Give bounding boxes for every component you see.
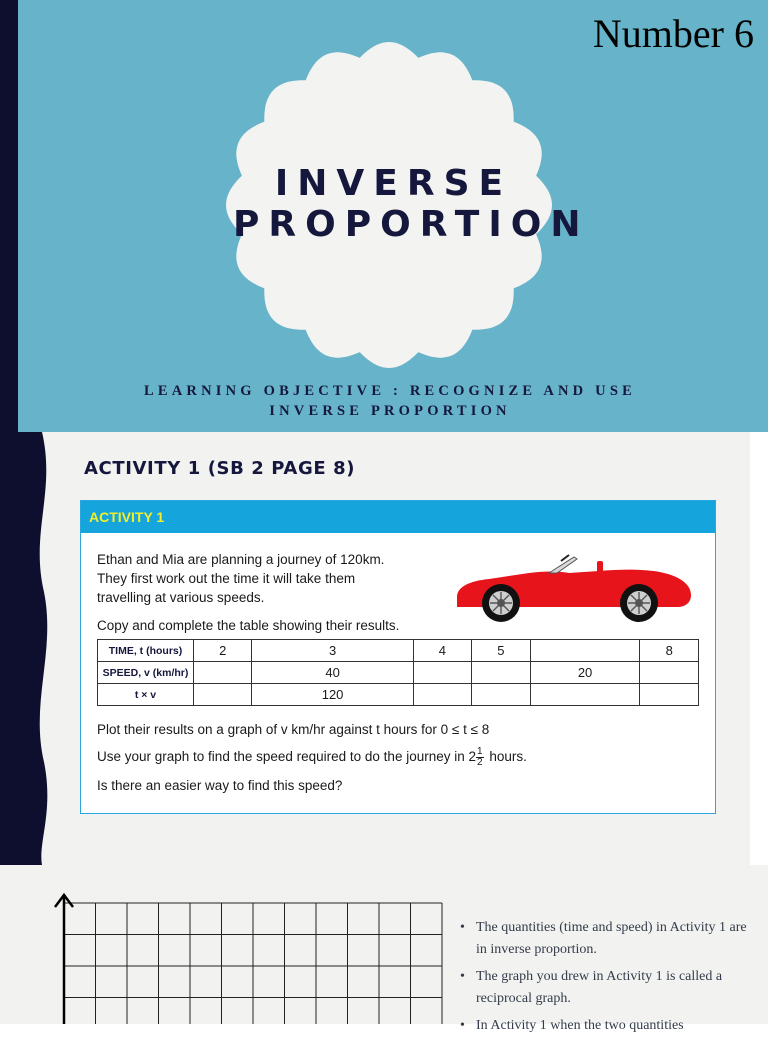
row-header-product: t × v: [98, 684, 194, 706]
activity-slide: [0, 432, 768, 865]
plot-instruction: Plot their results on a graph of v km/hr against t hours for 0 ≤ t ≤ 8: [97, 722, 490, 737]
intro-line-3: travelling at various speeds.: [97, 590, 265, 605]
table-cell: [472, 684, 530, 706]
bullet-text-3: In Activity 1 when the two quantities: [476, 1018, 684, 1033]
red-convertible-car-image: [449, 551, 699, 631]
table-cell: 3: [252, 640, 413, 662]
slide-title: [224, 163, 590, 245]
table-cell: 4: [413, 640, 471, 662]
right-edge: [750, 432, 768, 865]
table-cell: [530, 640, 640, 662]
title-line-2: PROPORTION: [233, 204, 590, 245]
learning-objective: [120, 381, 660, 421]
bullet-item-3: • In Activity 1 when the two quantities: [460, 1018, 684, 1033]
graph-question: [97, 747, 527, 768]
title-line-1: INVERSE: [274, 163, 513, 204]
table-cell: [640, 662, 699, 684]
bullet-item-1: • The quantities (time and speed) in Activity 1 are in inverse proportion.: [460, 920, 747, 957]
table-row-product: [98, 684, 699, 706]
objective-line-1: LEARNING OBJECTIVE : RECOGNIZE AND USE: [144, 383, 636, 399]
table-cell: [413, 662, 471, 684]
table-cell: [640, 684, 699, 706]
table-instruction: Copy and complete the table showing their results.: [97, 618, 400, 633]
fraction-numerator: 1: [477, 746, 483, 757]
table-cell: 40: [252, 662, 413, 684]
table-cell: 8: [640, 640, 699, 662]
bullet-text-1: The quantities (time and speed) in Activity 1 are in inverse proportion.: [476, 920, 747, 957]
table-cell: [530, 684, 640, 706]
table-cell: [413, 684, 471, 706]
fraction-half: [476, 747, 484, 768]
title-slide: [0, 0, 768, 432]
objective-line-2: INVERSE PROPORTION: [269, 403, 511, 419]
table-cell: [194, 662, 252, 684]
bullet-text-2: The graph you drew in Activity 1 is called a reciprocal graph.: [476, 969, 723, 1006]
intro-line-2: They first work out the time it will take them: [97, 571, 356, 586]
table-cell: 120: [252, 684, 413, 706]
table-cell: [472, 662, 530, 684]
textbook-excerpt: [80, 500, 716, 814]
wavy-left-border: [0, 432, 60, 865]
graph-question-text: Use your graph to find the speed required to do the journey in 2: [97, 749, 476, 765]
unit-number-label: Number 6: [592, 11, 754, 56]
results-table: [97, 639, 699, 706]
table-cell: 2: [194, 640, 252, 662]
bullet-item-2: • The graph you drew in Activity 1 is called a reciprocal graph.: [460, 969, 723, 1006]
fraction-denominator: 2: [477, 757, 483, 768]
table-cell: 5: [472, 640, 530, 662]
table-row-time: [98, 640, 699, 662]
row-header-time: TIME, t (hours): [98, 640, 194, 662]
activity-heading: ACTIVITY 1 (SB 2 PAGE 8): [84, 458, 356, 479]
blank-graph-grid: [46, 893, 446, 1024]
easier-question: Is there an easier way to find this speed?: [97, 778, 343, 793]
table-cell: [194, 684, 252, 706]
activity-box-title: ACTIVITY 1: [81, 501, 715, 533]
table-cell: 20: [530, 662, 640, 684]
table-row-speed: [98, 662, 699, 684]
left-accent-bar: [0, 0, 18, 432]
row-header-speed: SPEED, v (km/hr): [98, 662, 194, 684]
graph-question-suffix: hours.: [485, 749, 527, 765]
intro-line-1: Ethan and Mia are planning a journey of 120km.: [97, 552, 385, 567]
bullet-list: [460, 917, 750, 1043]
reciprocal-slide: [0, 865, 768, 1033]
